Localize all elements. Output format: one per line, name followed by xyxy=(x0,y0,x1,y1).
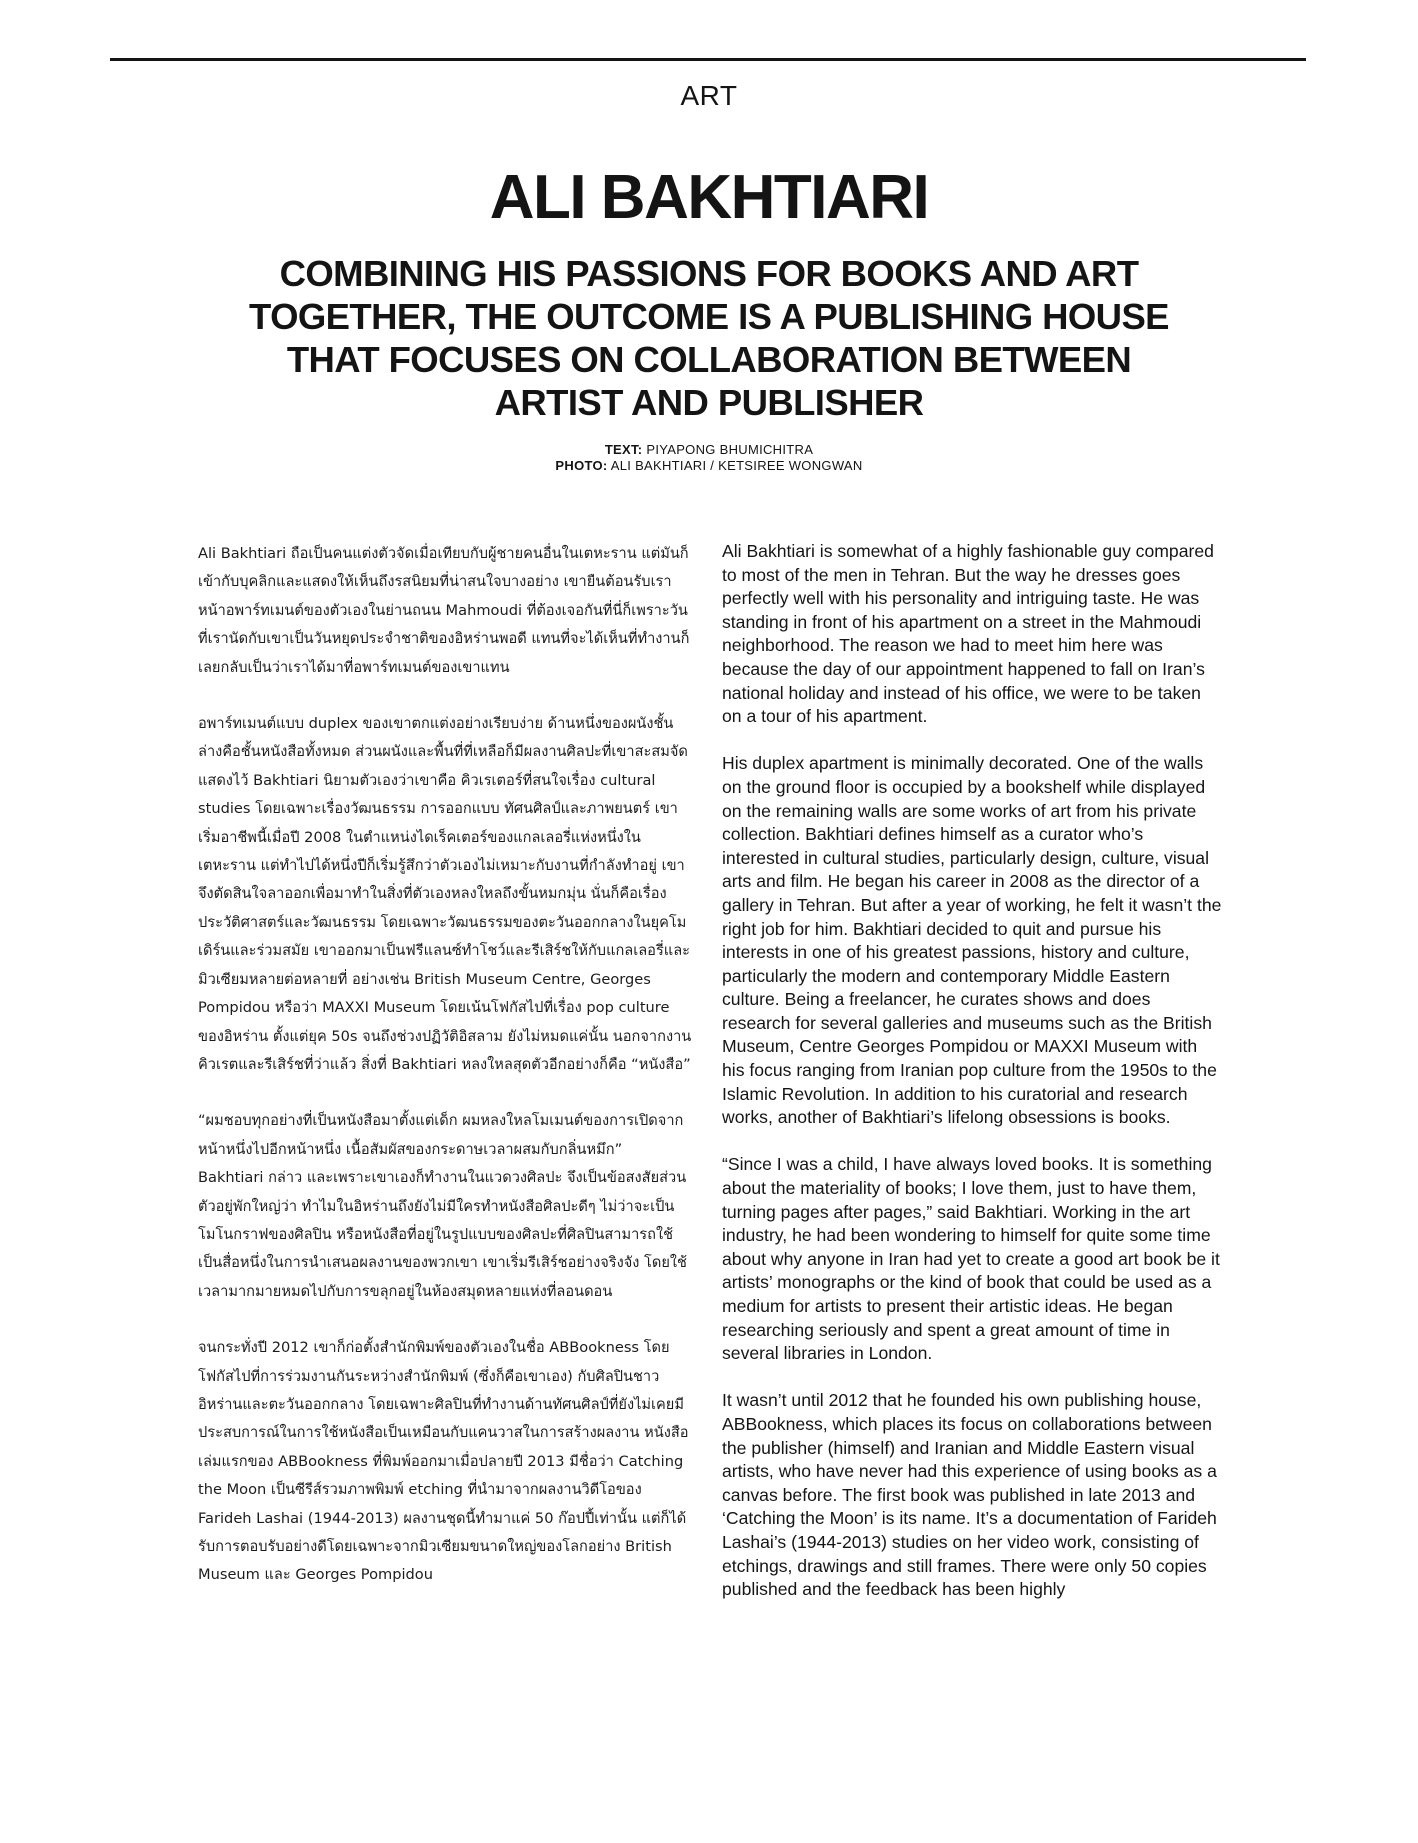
photo-credit xyxy=(0,458,1418,474)
thai-paragraph: Ali Bakhtiari ถือเป็นคนแต่งตัวจัดเมื่อเทียบกับผู้ชายคนอื่นในเตหะราน แต่มันก็เข้ากับบุคลิกและแสดงให้เห็นถึงรสนิยมที่น่าสนใจบางอย่าง เขายืนต้อนรับเราหน้าอพาร์ทเมนต์ของตัวเองในย่านถนน Mahmoudi ที่ต้องเจอกันที่นี่ก็เพราะวันที่เรานัดกับเขาเป็นวันหยุดประจำชาติของอิหร่านพอดี แทนที่จะได้เห็นที่ทำงานก็เลยกลับเป็นว่าเราได้มาที่อพาร์ทเมนต์ของเขาแทน xyxy=(198,545,690,676)
photo-credit-label: PHOTO: xyxy=(555,458,608,473)
english-paragraph: It wasn’t until 2012 that he founded his own publishing house, ABBookness, which places its focus on collaborations between the publisher (himself) and Iranian and Middle Eastern visual artists, who have never had this experience of using books as a canvas before. The first book was published in late 2013 and ‘Catching the Moon’ is its name. It’s a documentation of Farideh Lashai’s (1944-2013) studies on her video work, consisting of etchings, drawings and still frames. There were only 50 copies published and the feedback has been highly xyxy=(722,1390,1217,1600)
byline xyxy=(0,442,1418,474)
english-column xyxy=(722,540,1222,1625)
section-label: ART xyxy=(680,80,738,111)
english-paragraph: Ali Bakhtiari is somewhat of a highly fashionable guy compared to most of the men in Tehran. But the way he dresses goes perfectly well with his personality and intriguing taste. He was standing in front of his apartment on a street in the Mahmoudi neighborhood. The reason we had to meet him here was because the day of our appointment happened to fall on Iran’s national holiday and instead of his office, we were to be taken on a tour of his apartment. xyxy=(722,541,1214,727)
thai-paragraph: “ผมชอบทุกอย่างที่เป็นหนังสือมาตั้งแต่เด็ก ผมหลงใหลโมเมนต์ของการเปิดจากหน้าหนึ่งไปอีกหน้าหนึ่ง เนื้อสัมผัสของกระดาษเวลาผสมกับกลิ่นหมึก” Bakhtiari กล่าว และเพราะเขาเองก็ทำงานในแวดวงศิลปะ จึงเป็นข้อสงสัยส่วนตัวอยู่พักใหญ่ว่า ทำไมในอิหร่านถึงยังไม่มีใครทำหนังสือศิลปะดีๆ ไม่ว่าจะเป็นโมโนกราฟของศิลปิน หรือหนังสือที่อยู่ในรูปแบบของศิลปะที่ศิลปินสามารถใช้เป็นสื่อหนึ่งในการนำเสนอผลงานของพวกเขา เขาเริ่มรีเสิร์ชอย่างจริงจัง โดยใช้เวลามากมายหมดไปกับการขลุกอยู่ในห้องสมุดหลายแห่งที่ลอนดอน xyxy=(198,1112,687,1300)
english-paragraph: His duplex apartment is minimally decorated. One of the walls on the ground floor is occupied by a bookshelf while displayed on the remaining walls are some works of art from his private collection. Bakhtiari defines himself as a curator who’s interested in cultural studies, particularly design, culture, visual arts and film. He began his career in 2008 as the director of a gallery in Tehran. But after a year of working, he felt it wasn’t the right job for him. Bakhtiari decided to quit and pursue his interests in one of his greatest passions, history and culture, particularly the modern and contemporary Middle Eastern culture. Being a freelancer, he curates shows and does research for several galleries and museums such as the British Museum, Centre Georges Pompidou or MAXXI Museum with his focus ranging from Iranian pop culture from the 1950s to the Islamic Revolution. In addition to his curatorial and research works, another of Bakhtiari’s lifelong obsessions is books. xyxy=(722,753,1222,1128)
text-credit-value: PIYAPONG BHUMICHITRA xyxy=(642,442,814,457)
top-divider xyxy=(110,58,1306,61)
article-title: ALI BAKHTIARI xyxy=(489,163,929,232)
thai-paragraph: จนกระทั่งปี 2012 เขาก็ก่อตั้งสำนักพิมพ์ของตัวเองในชื่อ ABBookness โดยโฟกัสไปที่การร่วมงานกันระหว่างสำนักพิมพ์ (ซึ่งก็คือเขาเอง) กับศิลปินชาวอิหร่านและตะวันออกกลาง โดยเฉพาะศิลปินที่ทำงานด้านทัศนศิลป์ที่ยังไม่เคยมีประสบการณ์ในการใช้หนังสือเป็นเหมือนกับแคนวาสในการสร้างผลงาน หนังสือเล่มแรกของ ABBookness ที่พิมพ์ออกมาเมื่อปลายปี 2013 มีชื่อว่า Catching the Moon เป็นซีรีส์รวมภาพพิมพ์ etching ที่นำมาจากผลงานวิดีโอของ Farideh Lashai (1944-2013) ผลงานชุดนี้ทำมาแค่ 50 ก๊อปปี้เท่านั้น แต่ก็ได้รับการตอบรับอย่างดีโดยเฉพาะจากมิวเซียมขนาดใหญ่ของโลกอย่าง British Museum และ Georges Pompidou xyxy=(198,1339,689,1584)
photo-credit-value: ALI BAKHTIARI / KETSIREE WONGWAN xyxy=(607,458,863,473)
text-credit xyxy=(0,442,1418,458)
thai-column xyxy=(198,540,692,1618)
article-subtitle: COMBINING HIS PASSIONS FOR BOOKS AND ART TOGETHER, THE OUTCOME IS A PUBLISHING HOUSE THAT FOCUSES ON COLLABORATION BETWEEN ARTIST AND PUBLISHER xyxy=(249,253,1169,423)
text-credit-label: TEXT: xyxy=(604,442,643,457)
english-paragraph: “Since I was a child, I have always loved books. It is something about the materiality of books; I love them, just to have them, turning pages after pages,” said Bakhtiari. Working in the art industry, he had been wondering to himself for quite some time about why anyone in Iran had yet to create a good art book be it artists’ monographs or the kind of book that could be used as a medium for artists to present their artistic ideas. He began researching seriously and spent a great amount of time in several libraries in London. xyxy=(722,1154,1220,1364)
thai-paragraph: อพาร์ทเมนต์แบบ duplex ของเขาตกแต่งอย่างเรียบง่าย ด้านหนึ่งของผนังชั้นล่างคือชั้นหนังสือทั้งหมด ส่วนผนังและพื้นที่ที่เหลือก็มีผลงานศิลปะที่เขาสะสมจัดแสดงไว้ Bakhtiari นิยามตัวเองว่าเขาคือ คิวเรเตอร์ที่สนใจเรื่อง cultural studies โดยเฉพาะเรื่องวัฒนธรรม การออกแบบ ทัศนศิลป์และภาพยนตร์ เขาเริ่มอาชีพนี้เมื่อปี 2008 ในตำแหน่งไดเร็คเตอร์ของแกลเลอรี่แห่งหนึ่งในเตหะราน แต่ทำไปได้หนึ่งปีก็เริ่มรู้สึกว่าตัวเองไม่เหมาะกับงานที่กำลังทำอยู่ เขาจึงตัดสินใจลาออกเพื่อมาทำในสิ่งที่ตัวเองหลงใหลถึงขั้นหมกมุ่น นั่นก็คือเรื่องประวัติศาสตร์และวัฒนธรรม โดยเฉพาะวัฒนธรรมของตะวันออกกลางในยุคโมเดิร์นและร่วมสมัย เขาออกมาเป็นฟรีแลนซ์ทำโชว์และรีเสิร์ชให้กับแกลเลอรี่และมิวเซียมหลายต่อหลายที่ อย่างเช่น British Museum Centre, Georges Pompidou หรือว่า MAXXI Museum โดยเน้นโฟกัสไปที่เรื่อง pop culture ของอิหร่าน ตั้งแต่ยุค 50s จนถึงช่วงปฏิวัติอิสลาม ยังไม่หมดแค่นั้น นอกจากงานคิวเรตและรีเสิร์ชที่ว่าแล้ว สิ่งที่ Bakhtiari หลงใหลสุดตัวอีกอย่างก็คือ “หนังสือ” xyxy=(198,715,692,1073)
